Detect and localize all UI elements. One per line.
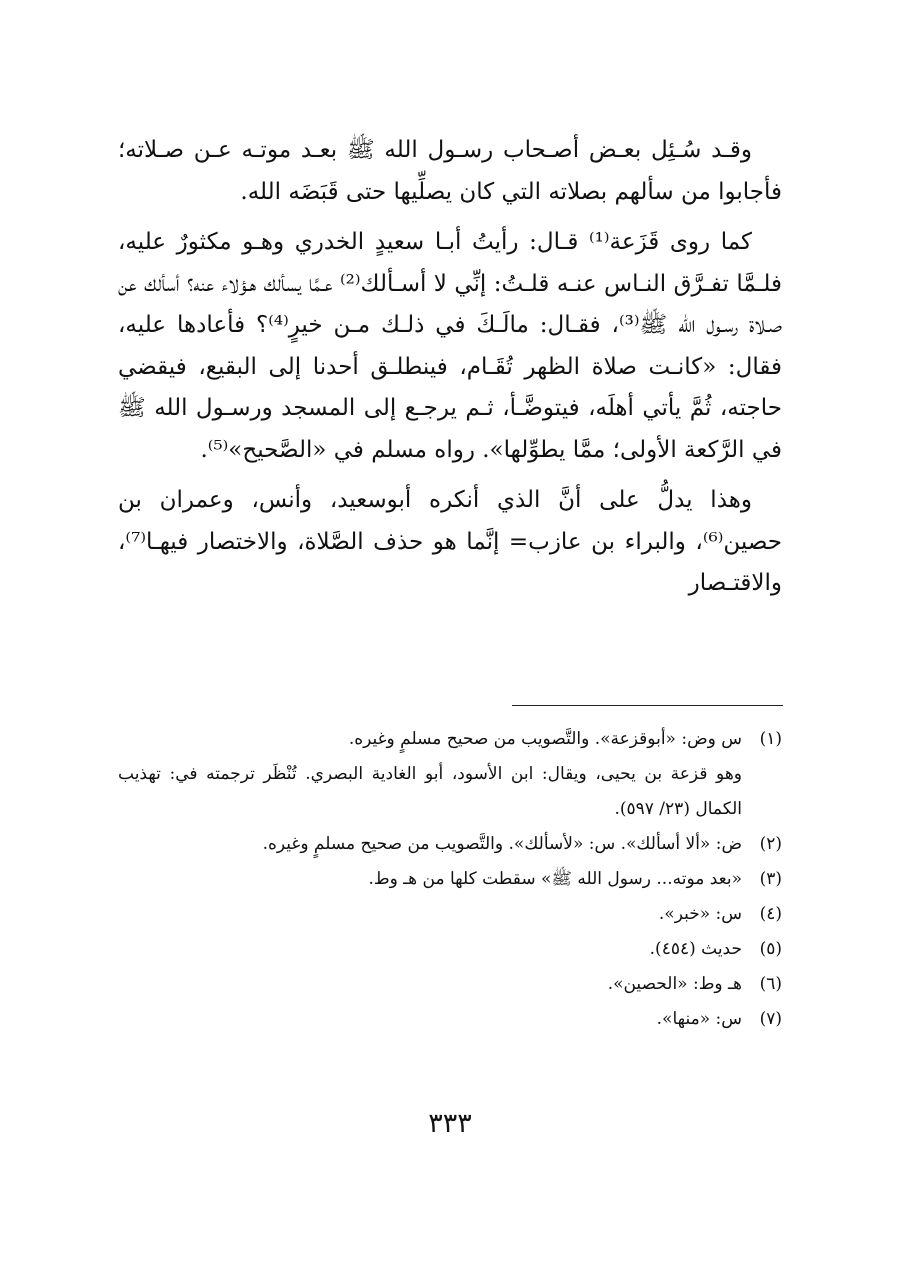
page-number: ٣٣٣ (428, 1108, 472, 1139)
footnote-line: «بعد موته... رسول الله ﷺ» سقطت كلها من هـ وط. (368, 869, 742, 889)
footnote (118, 1002, 782, 1037)
footnote-number: (٣) (759, 869, 782, 889)
footnote-text (118, 827, 742, 862)
footnote-line: وهو قزعة بن يحيى، ويقال: ابن الأسود، أبو الغادية البصري. تُنْظَر ترجمته في: تهذيب الكمال (٢٣/ ٥٩٧). (118, 764, 742, 819)
footnote (118, 967, 782, 1002)
footnote-number: (٥) (759, 939, 782, 959)
footnote-number: (١) (759, 729, 782, 749)
footnote (118, 897, 782, 932)
footnote-number: (٦) (759, 974, 782, 994)
footnote-number: (٢) (759, 834, 782, 854)
main-text (118, 130, 782, 614)
paragraph: وقـد سُـئِل بعـض أصـحاب رسـول الله ﷺ بعـد موتـه عـن صـلاته؛ فأجابوا من سألهم بصلاته التي كان يصلِّيها حتى قَبَضَه الله. (118, 137, 782, 205)
footnote-line: حديث (٤٥٤). (649, 939, 742, 959)
footnotes (118, 722, 782, 1037)
footnote-line: س: «خبر». (658, 904, 742, 924)
footnote (118, 722, 782, 827)
footnote (118, 827, 782, 862)
footnote-line: س: «منها». (656, 1009, 742, 1029)
footnote (118, 862, 782, 897)
footnote-separator (512, 705, 783, 706)
footnote-text (118, 722, 742, 827)
paragraph: كما روى قَزَعة⁽¹⁾ قـال: رأيتُ أبـا سعيدٍ الخدري وهـو مكثورٌ عليه، فلـمَّا تفـرَّق النـاس عنـه قلـتُ: إنِّي لا أسـألك⁽²⁾ عـمَّا يسألك هـؤلاء عنه؟ أسألك عن صـلاة رسـول الله ﷺ⁽³⁾، فقـال: مالَـكَ في ذلـك مـن خيرٍ⁽⁴⁾؟ فأعادها عليه، فقال: «كانـت صلاة الظهر تُقَـام، فينطلـق أحدنا إلى البقيع، فيقضي حاجته، ثُمَّ يأتي أهلَه، فيتوضَّـأ، ثـم يرجـع إلى المسجد ورسـول الله ﷺ في الرَّكعة الأولى؛ ممَّا يطوِّلها». رواه مسلم في «الصَّحيح»⁽⁵⁾. (118, 229, 783, 463)
footnote-text (118, 897, 742, 932)
paragraph: وهذا يدلُّ على أنَّ الذي أنكره أبوسعيد، وأنس، وعمران بن حصين⁽⁶⁾، والبراء بن عازب= إنَّما هو حذف الصَّلاة، والاختصار فيهـا⁽⁷⁾، والاقتـصار (118, 487, 782, 596)
footnote-text (118, 862, 742, 897)
footnote-text (118, 1002, 742, 1037)
footnote-number: (٧) (759, 1009, 782, 1029)
footnote-number: (٤) (759, 904, 782, 924)
footnote (118, 932, 782, 967)
footnote-line: ض: «ألا أسألك». س: «لأسألك». والتَّصويب من صحيح مسلمٍ وغيره. (262, 834, 742, 854)
footnote-line: هـ وط: «الحصين». (607, 974, 742, 994)
footnote-text (118, 932, 742, 967)
footnote-line: س وض: «أبوقزعة». والتَّصويب من صحيح مسلمٍ وغيره. (348, 729, 742, 749)
footnote-text (118, 967, 742, 1002)
